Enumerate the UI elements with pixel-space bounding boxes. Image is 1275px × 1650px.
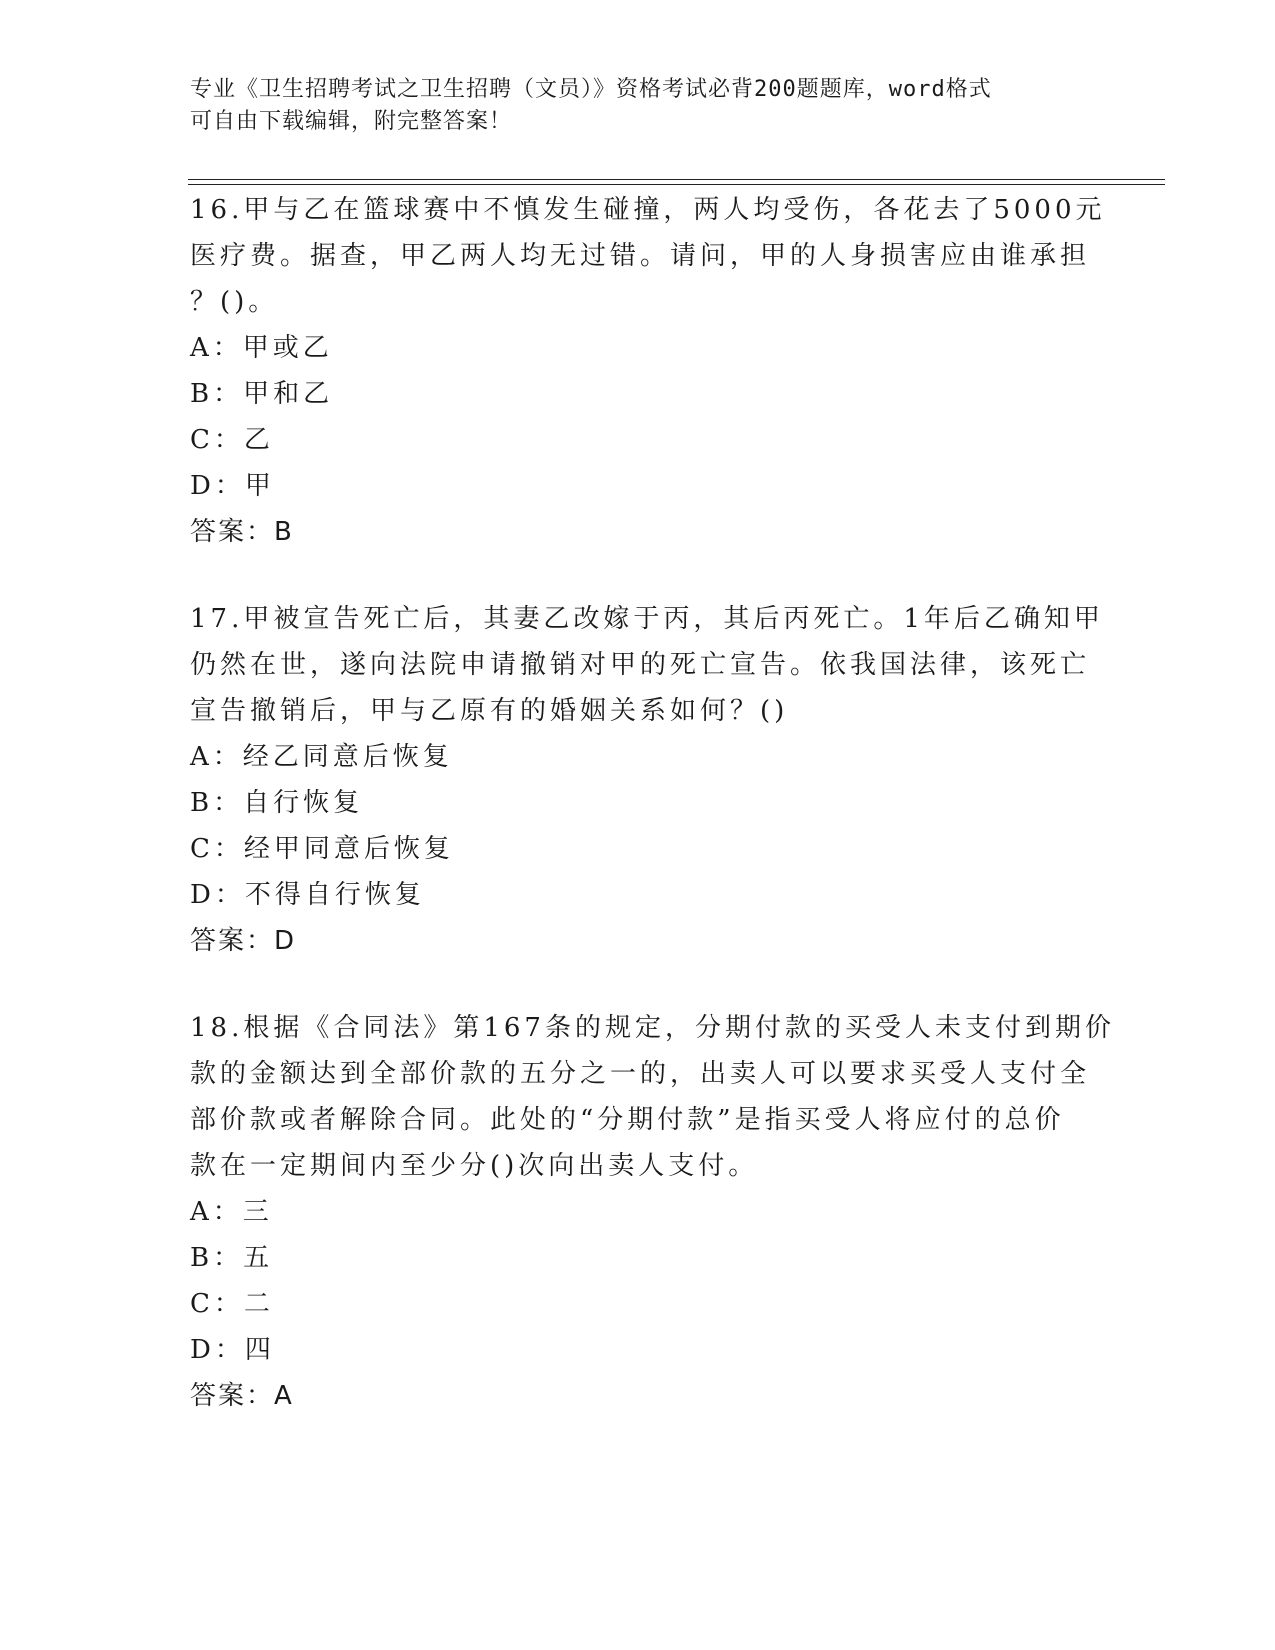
- question-text: 款的金额达到全部价款的五分之一的，出卖人可以要求买受人支付全: [190, 1059, 1091, 1089]
- header-divider: [188, 179, 1165, 180]
- option-a: A：甲或乙: [190, 333, 333, 363]
- option-d: D：不得自行恢复: [190, 880, 425, 910]
- question-text: 部价款或者解除合同。此处的“分期付款”是指买受人将应付的总价: [190, 1105, 1065, 1135]
- option-a: A：经乙同意后恢复: [190, 742, 453, 772]
- question-text: 17.甲被宣告死亡后，其妻乙改嫁于丙，其后丙死亡。1年后乙确知甲: [190, 604, 1104, 634]
- option-c: C：经甲同意后恢复: [190, 834, 454, 864]
- answer: 答案：B: [190, 517, 294, 547]
- question-list: [190, 187, 1115, 1460]
- question-text: 仍然在世，遂向法院申请撤销对甲的死亡宣告。依我国法律，该死亡: [190, 650, 1091, 680]
- option-c: C：二: [190, 1289, 274, 1319]
- option-b: B：甲和乙: [190, 379, 334, 409]
- answer: 答案：A: [190, 1381, 294, 1411]
- header-line: 专业《卫生招聘考试之卫生招聘（文员）》资格考试必背200题题库，word格式: [190, 77, 992, 102]
- question-16: [190, 187, 1106, 555]
- question-18: [190, 1005, 1115, 1419]
- option-c: C：乙: [190, 425, 274, 455]
- header-line: 可自由下载编辑，附完整答案！: [190, 109, 513, 134]
- question-text: 医疗费。据查，甲乙两人均无过错。请问，甲的人身损害应由谁承担: [190, 241, 1091, 271]
- document-header: [190, 74, 1090, 138]
- option-a: A：三: [190, 1197, 273, 1227]
- answer: 答案：D: [190, 926, 297, 956]
- header-divider: [188, 184, 1165, 185]
- option-b: B：五: [190, 1243, 274, 1273]
- question-text: 16.甲与乙在篮球赛中不慎发生碰撞，两人均受伤，各花去了5000元: [190, 195, 1106, 225]
- question-17: [190, 596, 1104, 964]
- option-d: D：四: [190, 1335, 275, 1365]
- option-b: B：自行恢复: [190, 788, 364, 818]
- question-text: 宣告撤销后，甲与乙原有的婚姻关系如何？(): [190, 696, 789, 726]
- question-text: 款在一定期间内至少分()次向出卖人支付。: [190, 1151, 759, 1181]
- option-d: D：甲: [190, 471, 275, 501]
- question-text: ？()。: [190, 287, 279, 317]
- question-text: 18.根据《合同法》第167条的规定，分期付款的买受人未支付到期价: [190, 1013, 1115, 1043]
